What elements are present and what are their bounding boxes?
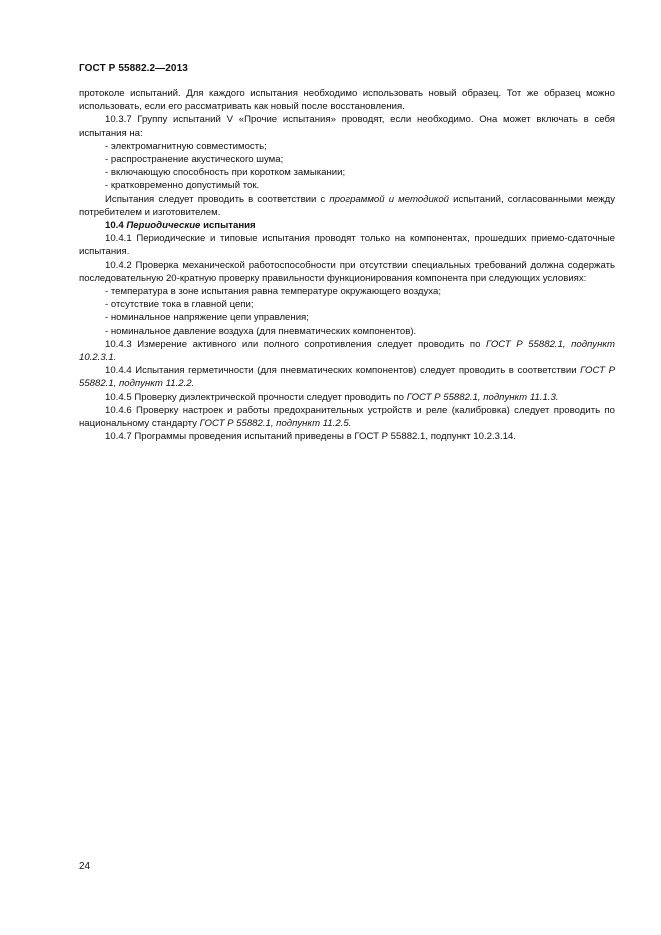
list-item: - номинальное давление воздуха (для пневматических компонентов). <box>105 325 417 337</box>
page-number: 24 <box>79 861 91 872</box>
list-item: - номинальное напряжение цепи управления; <box>105 312 309 324</box>
paragraph-10-4-2: 10.4.2 Проверка механической работоспособности при отсутствии специальных требований должна содержать последовательную 20-кратную проверку правильности функционирования компонента при следующих условиях: <box>79 259 615 284</box>
document-body <box>79 87 615 443</box>
paragraph-10-3-7: 10.3.7 Группу испытаний V «Прочие испытания» проводят, если необходимо. Она может включать в себя испытания на: <box>79 114 615 139</box>
list-item: - электромагнитную совместимость; <box>105 140 267 152</box>
paragraph-tests-program: Испытания следует проводить в соответствии с программой и методикой испытаний, согласованными между потребителем и изготовителем. <box>79 193 616 218</box>
document-header: ГОСТ Р 55882.2—2013 <box>79 63 188 74</box>
paragraph-10-4-4: 10.4.4 Испытания герметичности (для пневматических компонентов) следует проводить в соответствии ГОСТ Р 55882.1, подпункт 11.2.2. <box>79 365 615 390</box>
italic-term: программой и методикой <box>329 193 450 205</box>
paragraph-10-4-1: 10.4.1 Периодические и типовые испытания проводят только на компонентах, прошедших приемо-сдаточные испытания. <box>79 233 615 258</box>
paragraph-10-4-3: 10.4.3 Измерение активного или полного сопротивления следует проводить по ГОСТ Р 55882.1, подпункт 10.2.3.1. <box>79 338 615 364</box>
paragraph-10-4-5: 10.4.5 Проверку диэлектрической прочности следует проводить по ГОСТ Р 55882.1, подпункт 11.1.3. <box>105 391 559 403</box>
list-item: - включающую способность при коротком замыкании; <box>105 167 346 179</box>
paragraph-10-4-7: 10.4.7 Программы проведения испытаний приведены в ГОСТ Р 55882.1, подпункт 10.2.3.14. <box>105 431 516 443</box>
list-item: - кратковременно допустимый ток. <box>105 180 260 192</box>
paragraph-10-4-6: 10.4.6 Проверку настроек и работы предохранительных устройств и реле (калибровка) следует проводить по национальному стандарту ГОСТ Р 55882.1, подпункт 11.2.5. <box>79 404 615 430</box>
paragraph-continuation: протоколе испытаний. Для каждого испытания необходимо использовать новый образец. Тот же образец можно использовать, если его рассматривать как новый после восстановления. <box>79 88 615 113</box>
list-item: - распространение акустического шума; <box>105 154 284 166</box>
section-heading-10-4: 10.4 Периодические испытания <box>105 220 256 232</box>
list-item: - температура в зоне испытания равна температуре окружающего воздуха; <box>105 286 441 298</box>
list-item: - отсутствие тока в главной цепи; <box>105 299 254 311</box>
